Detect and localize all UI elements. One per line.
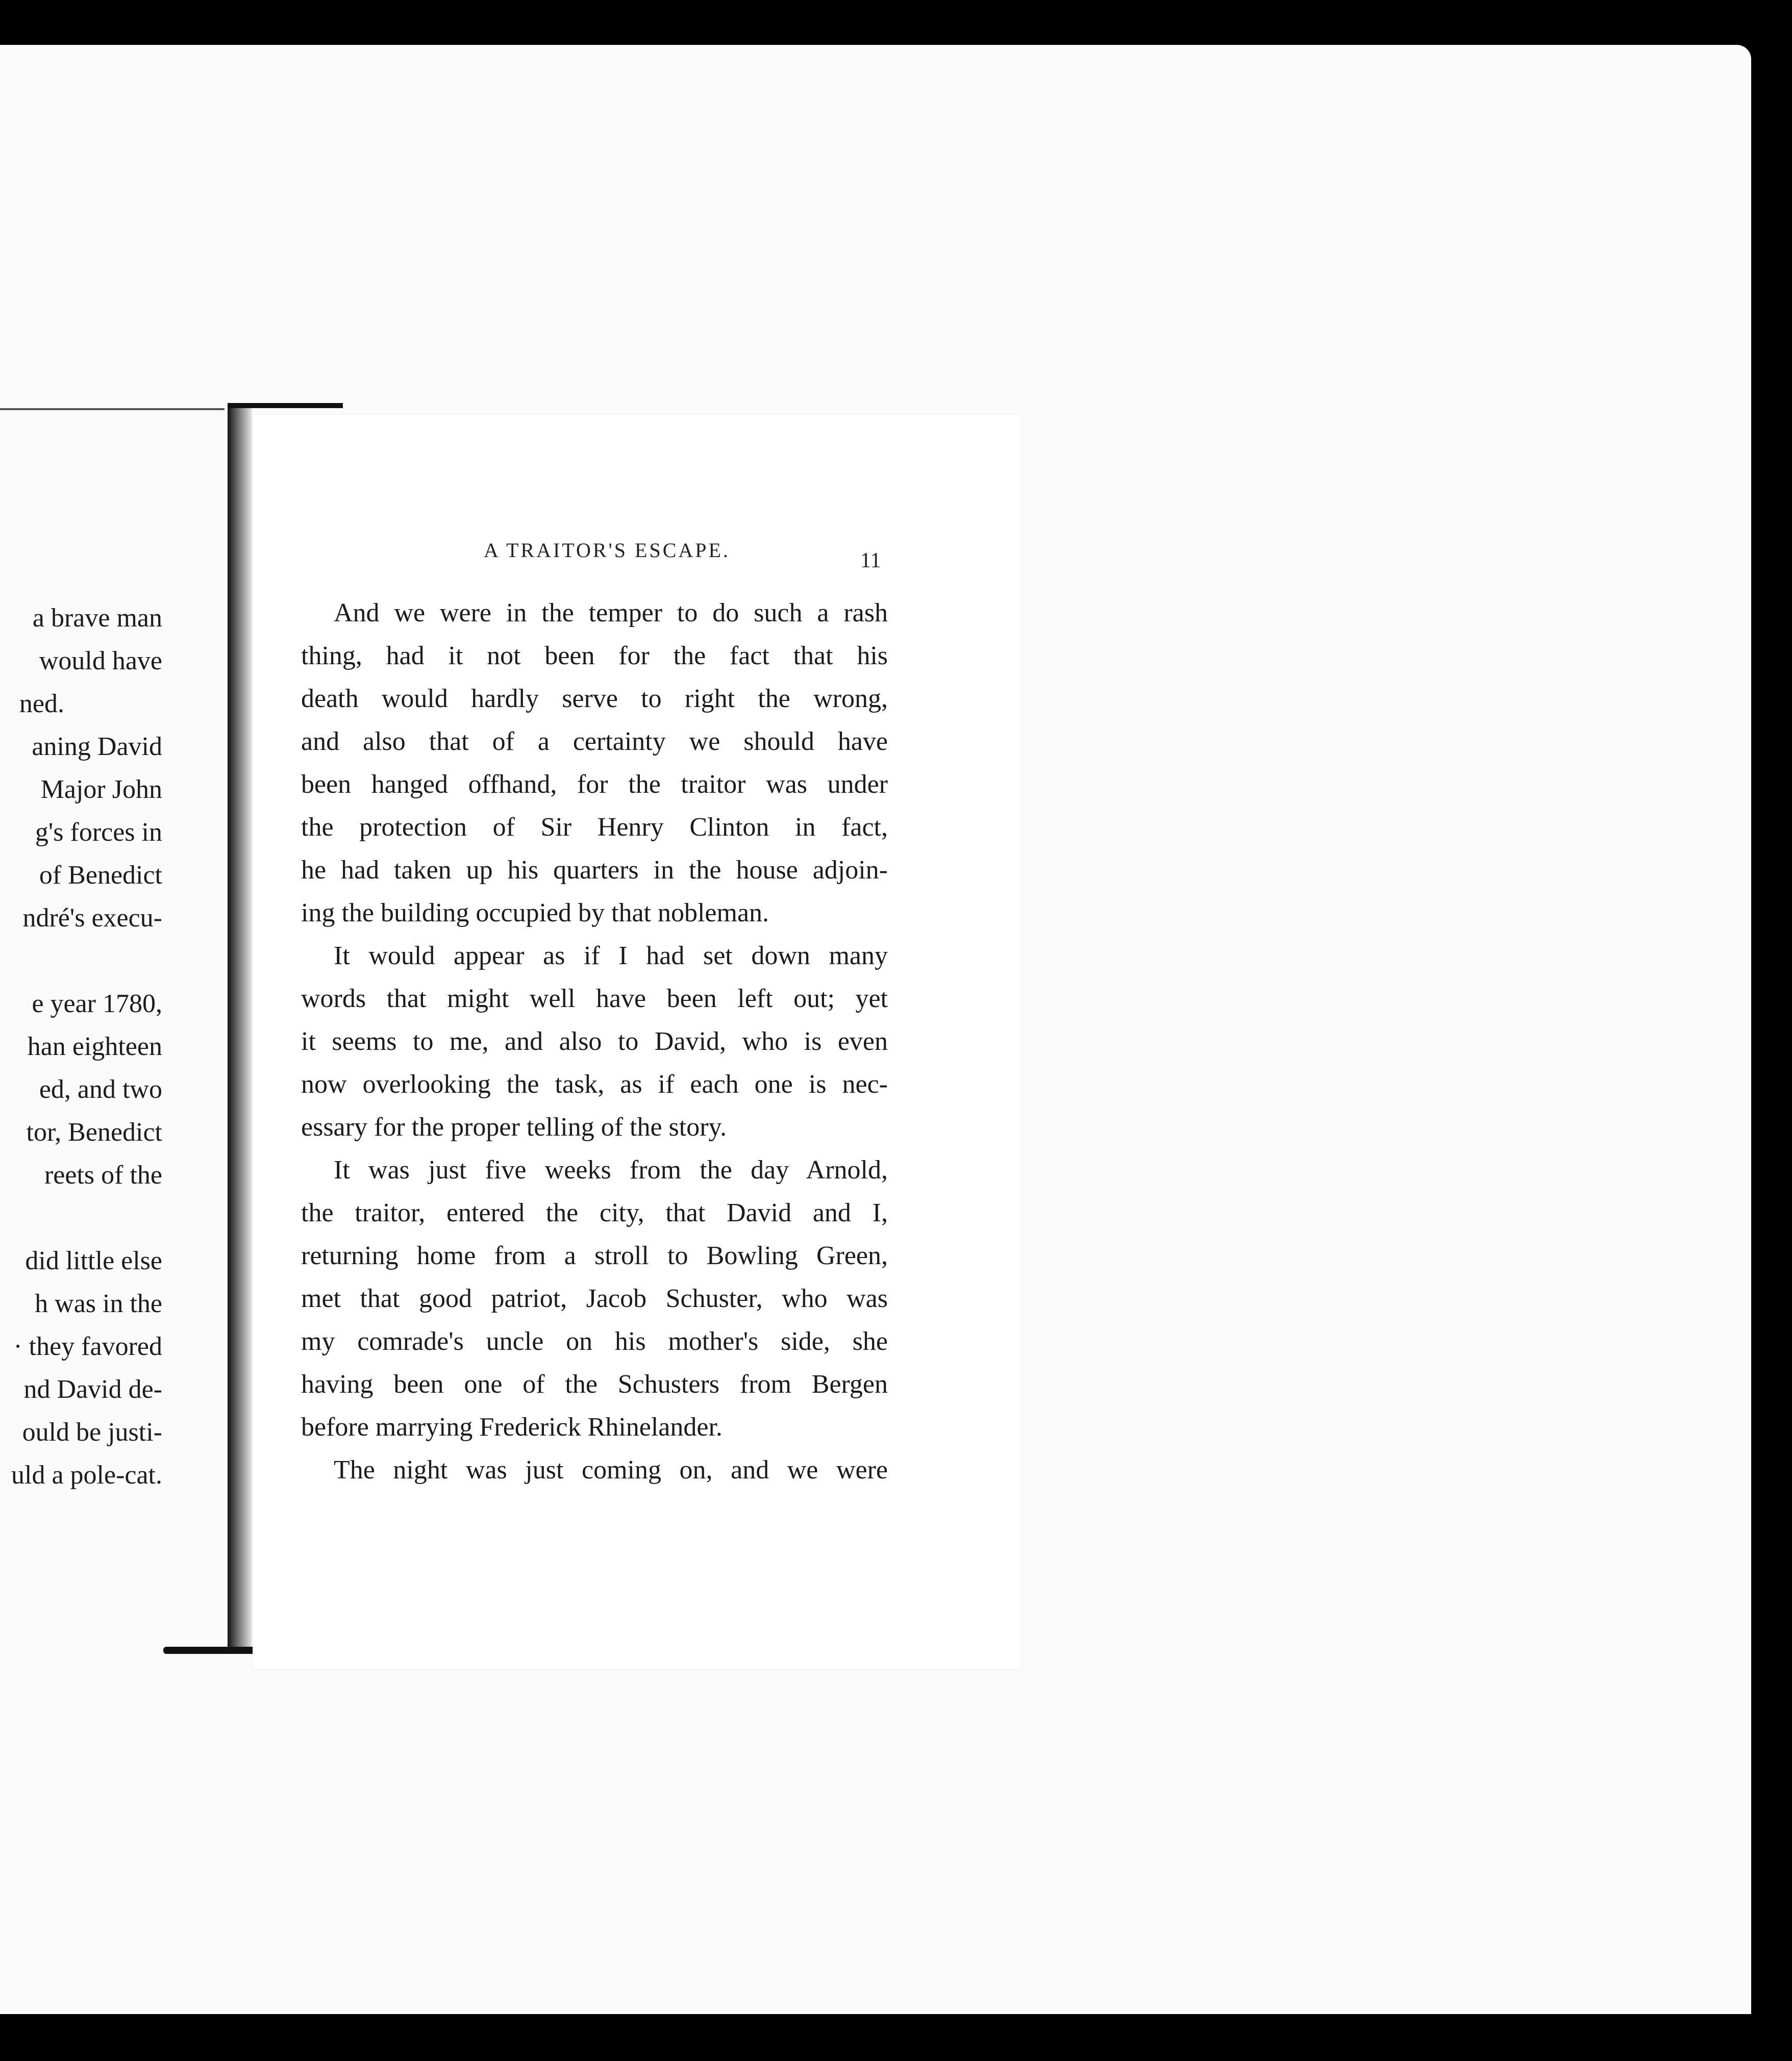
left-page-line: uld a pole-cat.	[11, 1461, 162, 1490]
page-body-text	[301, 592, 888, 1492]
text-line: my comrade's uncle on his mother's side, she	[301, 1327, 888, 1356]
left-page-line: nd David de-	[23, 1375, 162, 1404]
left-page-line: han eighteen	[27, 1032, 162, 1061]
left-page-line: would have	[39, 646, 162, 675]
running-head: A TRAITOR'S ESCAPE.	[484, 539, 730, 562]
left-page-line: did little else	[25, 1246, 162, 1275]
text-line: been hanged offhand, for the traitor was under	[301, 770, 888, 799]
left-page-line: g's forces in	[35, 818, 162, 847]
left-page-line: Major John	[40, 775, 162, 804]
left-page-line: h was in the	[35, 1289, 162, 1318]
left-page-line: aning David	[32, 732, 162, 761]
gutter-top-edge	[228, 403, 343, 408]
text-line: the protection of Sir Henry Clinton in fact,	[301, 813, 888, 842]
text-line: The night was just coming on, and we were	[334, 1455, 888, 1485]
left-page-line: ould be justi-	[22, 1418, 162, 1447]
text-line: thing, had it not been for the fact that his	[301, 641, 888, 670]
page-number: 11	[860, 549, 881, 572]
text-line: it seems to me, and also to David, who is even	[301, 1027, 888, 1056]
text-line: words that might well have been left out; yet	[301, 984, 888, 1013]
left-page-line: of Benedict	[39, 861, 162, 890]
text-line: and also that of a certainty we should have	[301, 727, 888, 756]
left-page-line: reets of the	[44, 1161, 162, 1190]
scan-bottom-border	[0, 2014, 1792, 2061]
text-line: having been one of the Schusters from Bergen	[301, 1370, 888, 1399]
left-page-line: ndré's execu-	[22, 903, 162, 933]
text-line: returning home from a stroll to Bowling Green,	[301, 1241, 888, 1270]
left-page-line: ned.	[19, 689, 64, 718]
text-line: before marrying Frederick Rhinelander.	[301, 1413, 723, 1442]
text-line: the traitor, entered the city, that David and I,	[301, 1198, 888, 1227]
text-line: he had taken up his quarters in the house adjoin-	[301, 856, 888, 885]
text-line: And we were in the temper to do such a rash	[334, 598, 888, 627]
left-page-line: e year 1780,	[32, 989, 162, 1018]
book-gutter-shadow	[228, 408, 252, 1648]
text-line: It was just five weeks from the day Arnold,	[334, 1155, 888, 1185]
text-line: now overlooking the task, as if each one is nec-	[301, 1070, 888, 1099]
text-line: death would hardly serve to right the wrong,	[301, 684, 888, 713]
text-line: It would appear as if I had set down many	[334, 941, 888, 970]
left-page-line: · they favored	[13, 1332, 162, 1361]
left-page-line: ed, and two	[39, 1075, 162, 1104]
left-page-line: a brave man	[32, 604, 162, 633]
text-line: essary for the proper telling of the story.	[301, 1113, 727, 1142]
left-page-line: tor, Benedict	[26, 1118, 162, 1147]
scan-right-border	[1751, 0, 1792, 2061]
text-line: ing the building occupied by that nobleman.	[301, 898, 769, 927]
text-line: met that good patriot, Jacob Schuster, who was	[301, 1284, 888, 1313]
